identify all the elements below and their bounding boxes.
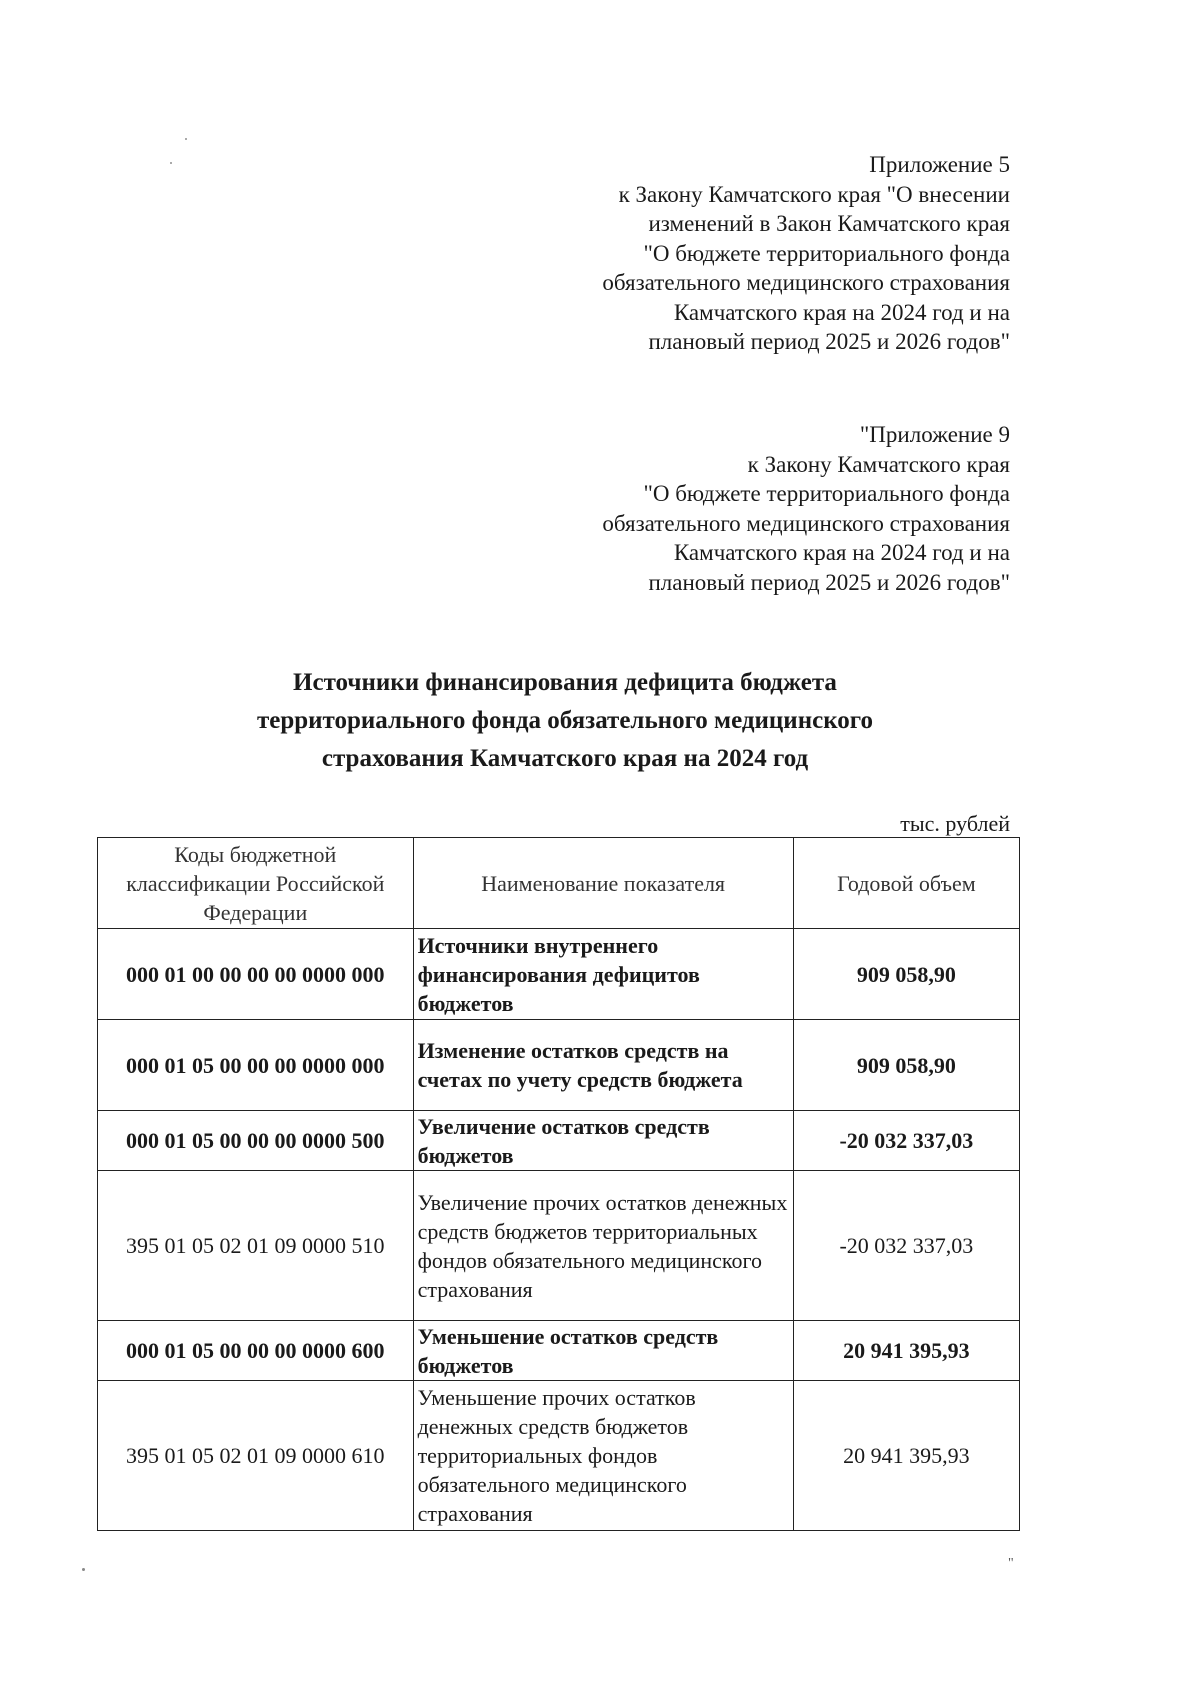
- annex-9-line: обязательного медицинского страхования: [602, 510, 1010, 536]
- row-code: 000 01 05 00 00 00 0000 600: [98, 1321, 414, 1381]
- row-value: 909 058,90: [793, 929, 1019, 1020]
- row-value: -20 032 337,03: [793, 1111, 1019, 1171]
- row-code: 000 01 05 00 00 00 0000 000: [98, 1020, 414, 1111]
- row-code: 000 01 00 00 00 00 0000 000: [98, 929, 414, 1020]
- annex-5-line: обязательного медицинского страхования: [602, 270, 1010, 295]
- annex-5-reference: [602, 150, 1010, 357]
- header-name: Наименование показателя: [413, 838, 793, 929]
- row-value: 20 941 395,93: [793, 1321, 1019, 1381]
- table-row: [98, 1381, 1020, 1531]
- table-row: [98, 1321, 1020, 1381]
- row-value: -20 032 337,03: [793, 1171, 1019, 1321]
- row-name: Уменьшение остатков средств бюджетов: [413, 1321, 793, 1381]
- document-title: [160, 664, 970, 778]
- annex-9-line: "О бюджете территориального фонда: [643, 481, 1010, 506]
- annex-5-line: плановый период 2025 и 2026 годов": [648, 329, 1010, 354]
- row-code: 395 01 05 02 01 09 0000 610: [98, 1381, 414, 1531]
- scan-speck: [82, 1568, 85, 1571]
- table-row: [98, 1111, 1020, 1171]
- table-row: [98, 1020, 1020, 1111]
- row-code: 000 01 05 00 00 00 0000 500: [98, 1111, 414, 1171]
- header-code: Коды бюджетной классификации Российской Федерации: [98, 838, 414, 929]
- row-value: 20 941 395,93: [793, 1381, 1019, 1531]
- annex-5-line: Приложение 5: [869, 152, 1010, 177]
- annex-5-line: изменений в Закон Камчатского края: [648, 211, 1010, 236]
- row-name: Изменение остатков средств на счетах по учету средств бюджета: [413, 1020, 793, 1111]
- annex-9-reference: [602, 420, 1010, 597]
- row-name: Уменьшение прочих остатков денежных средств бюджетов территориальных фондов обязательного медицинского страхования: [413, 1381, 793, 1531]
- budget-sources-table: [97, 837, 1020, 1531]
- table-header-row: [98, 838, 1020, 929]
- annex-5-line: Камчатского края на 2024 год и на: [673, 299, 1010, 325]
- title-line: страхования Камчатского края на 2024 год: [321, 745, 809, 772]
- header-value: Годовой объем: [793, 838, 1019, 929]
- row-code: 395 01 05 02 01 09 0000 510: [98, 1171, 414, 1321]
- annex-9-line: Камчатского края на 2024 год и на: [673, 540, 1010, 565]
- row-name: Увеличение остатков средств бюджетов: [413, 1111, 793, 1171]
- table-row: [98, 1171, 1020, 1321]
- scan-speck: [170, 162, 172, 164]
- row-name: Источники внутреннего финансирования дефицитов бюджетов: [413, 929, 793, 1020]
- row-name: Увеличение прочих остатков денежных средств бюджетов территориальных фондов обязательного медицинского страхования: [413, 1171, 793, 1321]
- annex-5-line: "О бюджете территориального фонда: [643, 240, 1010, 266]
- title-line: Источники финансирования дефицита бюджета: [293, 669, 837, 696]
- title-line: территориального фонда обязательного медицинского: [256, 707, 874, 734]
- annex-9-line: плановый период 2025 и 2026 годов": [648, 569, 1010, 595]
- annex-5-line: к Закону Камчатского края "О внесении: [618, 181, 1010, 207]
- annex-9-line: к Закону Камчатского края: [747, 451, 1010, 477]
- row-value: 909 058,90: [793, 1020, 1019, 1111]
- unit-label: тыс. рублей: [900, 811, 1010, 836]
- table-row: [98, 929, 1020, 1020]
- annex-9-line: "Приложение 9: [859, 422, 1010, 447]
- scan-speck: [185, 138, 187, 140]
- closing-quote-mark: ": [1008, 1556, 1014, 1571]
